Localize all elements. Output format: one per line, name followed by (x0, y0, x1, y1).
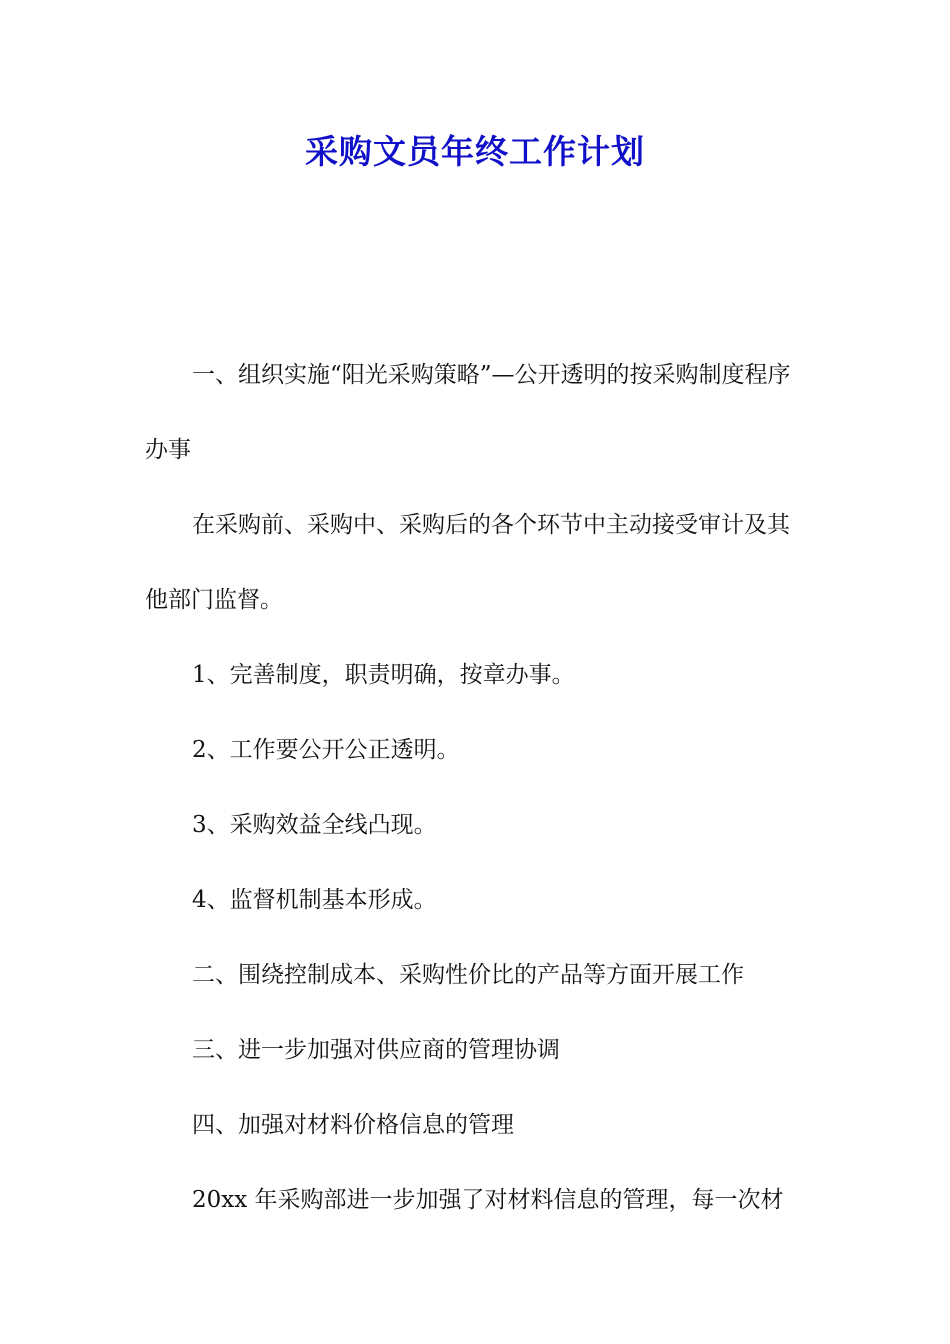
list-item-3: 3、采购效益全线凸现。 (192, 812, 437, 838)
list-item-1: 1、完善制度，职责明确，按章办事。 (192, 662, 575, 688)
paragraph-section-4-heading: 四、加强对材料价格信息的管理 (192, 1112, 514, 1138)
paragraph-section-3-heading: 三、进一步加强对供应商的管理协调 (192, 1037, 560, 1063)
document-title: 采购文员年终工作计划 (305, 132, 645, 171)
document-body (145, 338, 807, 1238)
list-item-4: 4、监督机制基本形成。 (192, 887, 437, 913)
paragraph-section-1-heading: 一、组织实施“阳光采购策略”—公开透明的按采购制度程序办事 (145, 362, 791, 463)
paragraph-section-2-heading: 二、围绕控制成本、采购性价比的产品等方面开展工作 (192, 962, 744, 988)
list-item-2: 2、工作要公开公正透明。 (192, 737, 460, 763)
paragraph-section-4-body: 20xx 年采购部进一步加强了对材料信息的管理，每一次材 (192, 1187, 784, 1213)
paragraph-section-1-body: 在采购前、采购中、采购后的各个环节中主动接受审计及其他部门监督。 (145, 512, 790, 613)
